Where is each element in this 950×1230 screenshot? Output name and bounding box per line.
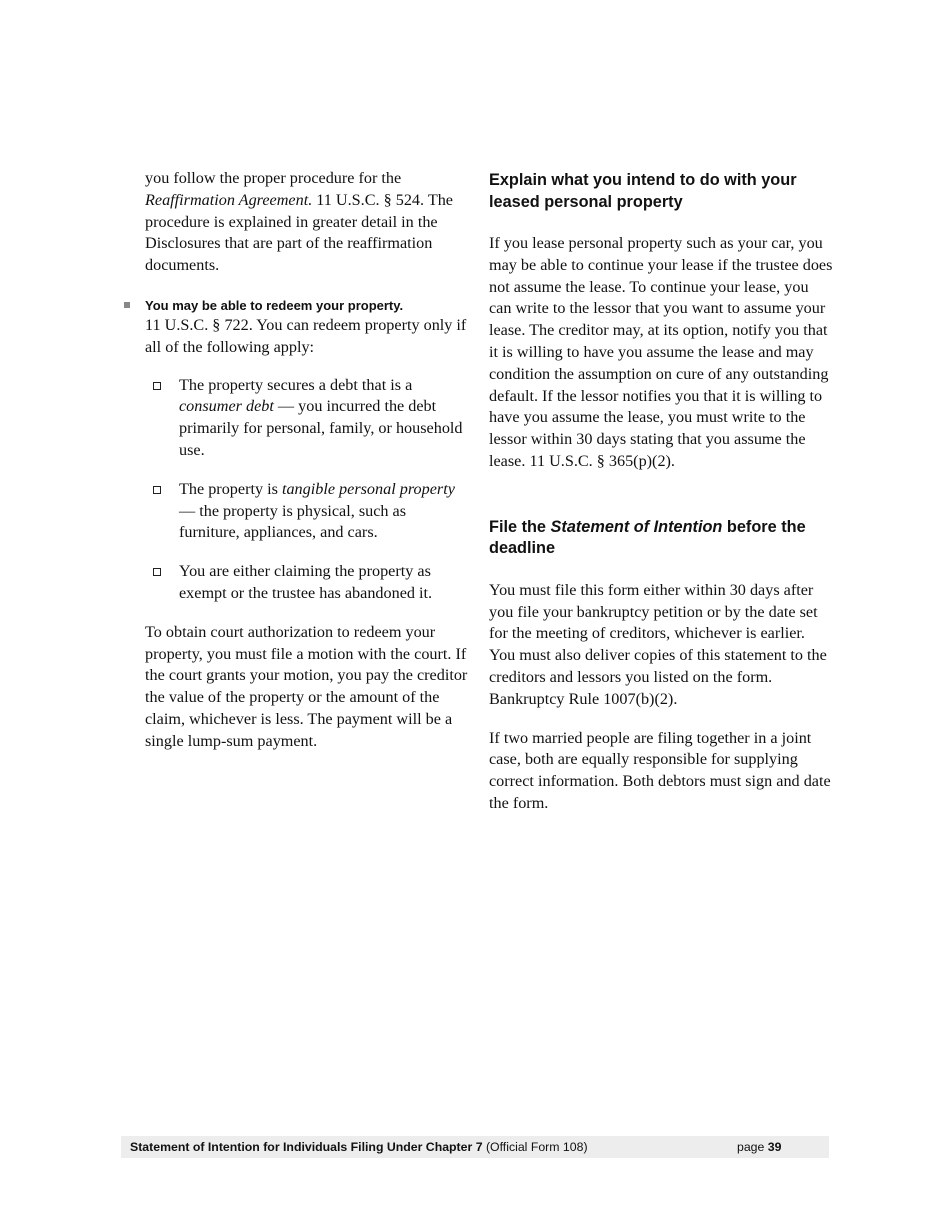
condition-item	[145, 479, 470, 544]
condition-item	[145, 561, 470, 605]
page-number	[737, 1140, 781, 1154]
condition-italic: tangible personal property	[281, 479, 455, 498]
page-number-value: 39	[767, 1140, 782, 1154]
left-column	[145, 168, 470, 753]
file-heading	[489, 517, 834, 560]
square-bullet-icon	[124, 302, 130, 308]
court-authorization-paragraph: To obtain court authorization to redeem your property, you must file a motion with the court. If the court grants your motion, you pay the creditor the value of the property or the amount of the claim, whichever is less. The payment will be a single lump-sum payment.	[145, 622, 468, 750]
conditions-list	[145, 375, 470, 605]
intro-paragraph	[145, 168, 470, 277]
checkbox-square-icon	[153, 486, 161, 494]
right-column	[489, 170, 834, 815]
lease-paragraph: If you lease personal property such as your car, you may be able to continue your lease if the trustee does not assume the lease. To continue your lease, you can write to the lessor that you want to assume your lease. The creditor may, at its option, notify you that it is willing to have you assume the lease and may condition the assumption on cure of any outstanding default. If the lessor notifies you that it is willing to have you assume the lease, you must write to the lessor within 30 days stating that you assume the lease. 11 U.S.C. § 365(p)(2).	[489, 234, 833, 470]
file-heading-italic: Statement of Intention	[550, 517, 723, 536]
checkbox-square-icon	[153, 382, 161, 390]
footer-title-rest: (Official Form 108)	[482, 1140, 588, 1154]
file-heading-start: File the	[489, 517, 551, 536]
intro-italic-text: Reaffirmation Agreement.	[145, 190, 313, 209]
condition-item	[145, 375, 470, 462]
condition-text-end: — the property is physical, such as furniture, appliances, and cars.	[179, 501, 407, 542]
condition-italic: consumer debt	[179, 397, 274, 416]
checkbox-square-icon	[153, 568, 161, 576]
page-label: page	[737, 1140, 768, 1154]
footer-title-bold: Statement of Intention for Individuals Filing Under Chapter 7	[130, 1140, 483, 1154]
deadline-paragraph: You must file this form either within 30 days after you file your bankruptcy petition or by the date set for the meeting of creditors, whichever is earlier. You must also deliver copies of this statement to the creditors and lessors you listed on the form. Bankruptcy Rule 1007(b)(2).	[489, 580, 827, 708]
condition-text: You are either claiming the property as exempt or the trustee has abandoned it.	[179, 562, 433, 602]
page-footer	[121, 1136, 829, 1158]
redeem-text: 11 U.S.C. § 722. You can redeem property only if all of the following apply:	[145, 315, 467, 356]
intro-text-end: 11 U.S.C. § 524. The procedure is explained in greater detail in the Disclosures that are part of the reaffirmation documents.	[145, 190, 453, 275]
redeem-heading: You may be able to redeem your property.	[145, 297, 404, 313]
redeem-bullet	[145, 297, 470, 605]
joint-case-paragraph: If two married people are filing together in a joint case, both are equally responsible for supplying correct information. Both debtors must sign and date the form.	[489, 728, 831, 812]
intro-text-start: you follow the proper procedure for the	[145, 169, 402, 187]
condition-text-end: — you incurred the debt primarily for personal, family, or household use.	[179, 397, 463, 459]
condition-text: The property is	[179, 479, 282, 498]
file-heading-end: before the deadline	[489, 517, 806, 558]
condition-text: The property secures a debt that is a	[179, 375, 413, 394]
lease-heading: Explain what you intend to do with your leased personal property	[489, 171, 797, 211]
footer-form-title	[130, 1140, 588, 1154]
